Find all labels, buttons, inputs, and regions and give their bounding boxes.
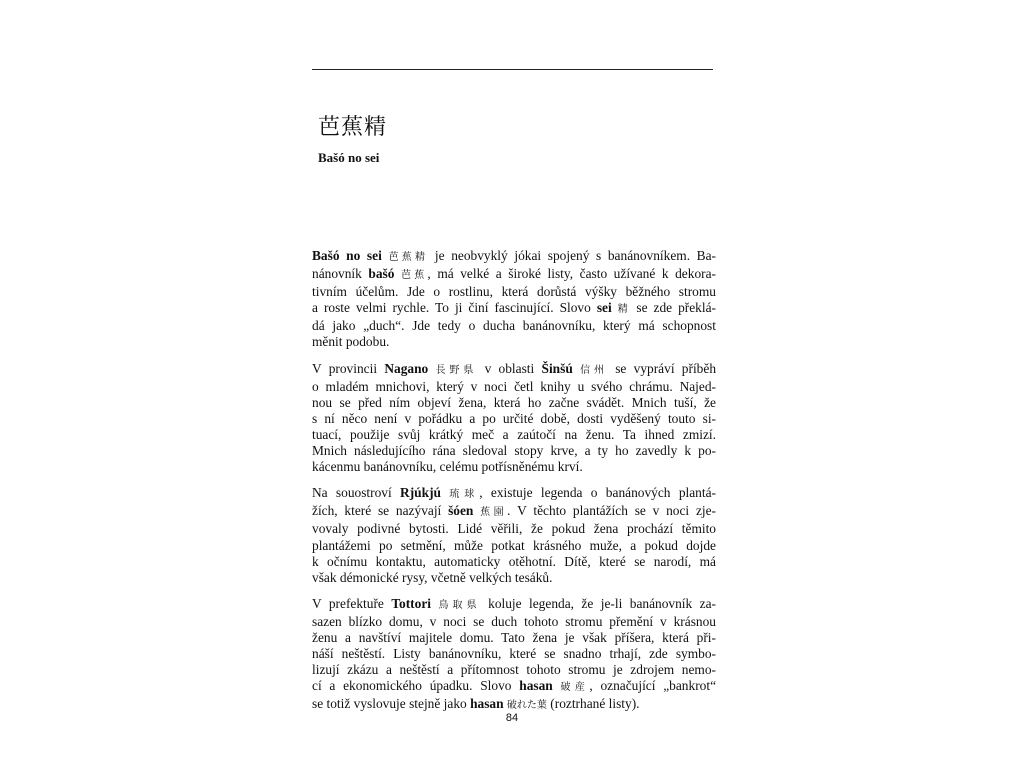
text-segment: se zde překlá-: [630, 300, 716, 316]
text-line: [312, 427, 716, 443]
kanji-term: 長野県: [435, 364, 478, 376]
paragraph: [312, 248, 716, 351]
text-segment: náší neštěstí. Listy banánovníku, které se snadno trhají, zde symbo-: [312, 646, 716, 662]
text-line: [312, 570, 716, 586]
top-rule: [312, 69, 713, 70]
text-segment: však démonické rysy, včetně velkých tesáků.: [312, 569, 553, 585]
text-segment: nánovník: [312, 266, 369, 282]
kanji-term: 精: [617, 304, 631, 316]
text-segment: se totiž vyslovuje stejně jako: [312, 696, 471, 712]
text-line: [312, 485, 716, 503]
kanji-term: 破産: [560, 682, 590, 694]
kanji-term: 破れた葉: [506, 700, 547, 712]
text-segment: k očnímu kontaktu, automaticky otěhotní. Dítě, které se narodí, má: [312, 553, 716, 569]
entry-body: [312, 248, 716, 724]
text-segment: tuací, použije svůj krátký meč a zaútočí na ženu. Ta ihned zmizí.: [312, 426, 716, 442]
bold-term: Bašó no sei: [312, 248, 382, 263]
entry-title-kanji: 芭蕉精: [318, 115, 388, 140]
bold-term: hasan: [470, 696, 504, 712]
text-line: [312, 284, 716, 300]
text-line: [312, 361, 716, 379]
kanji-term: 芭蕉: [401, 270, 428, 282]
text-segment: žích, které se nazývají: [312, 503, 449, 519]
bold-term: šóen: [448, 503, 474, 519]
text-segment: [573, 361, 580, 376]
bold-term: Šinšú: [541, 360, 573, 376]
bold-term: hasan: [519, 678, 553, 694]
text-line: [312, 538, 716, 554]
text-segment: nou se před ním objeví žena, která ho začne svádět. Mnich tuší, že: [312, 394, 716, 410]
text-line: [312, 614, 716, 630]
text-segment: , má velké a široké listy, často užívané k dekora-: [427, 266, 717, 282]
text-segment: sazen blízko domu, v noci se duch tohoto stromu přemění v krásnou: [312, 613, 716, 629]
page-number: 84: [505, 712, 519, 724]
text-segment: plantážemi po setmění, může potkat krásného muže, a pokud dojde: [312, 537, 716, 553]
text-line: [312, 678, 716, 696]
text-segment: Mnich následujícího rána sledoval stopy krve, a ty ho zavedly k po-: [312, 443, 716, 459]
text-segment: , existuje legenda o banánových plantá-: [479, 485, 716, 501]
text-segment: V provincii: [312, 360, 385, 376]
text-segment: lizují zkázu a neštěstí a přítomnost tohoto stromu je zdrojem nemo-: [312, 662, 716, 678]
paragraph: [312, 596, 716, 715]
text-segment: je neobvyklý jókai spojený s banánovníkem. Ba-: [428, 248, 717, 263]
text-segment: (roztrhané listy).: [546, 696, 640, 712]
text-line: [312, 443, 716, 459]
text-segment: [428, 361, 435, 376]
text-line: [312, 662, 716, 678]
text-segment: . V těchto plantážích se v noci zje-: [507, 503, 717, 519]
text-line: [312, 521, 716, 537]
text-line: [312, 596, 716, 614]
text-segment: v oblasti: [477, 360, 542, 376]
text-line: [312, 411, 716, 427]
kanji-term: 信州: [580, 364, 608, 376]
text-segment: V prefektuře: [312, 595, 392, 611]
text-line: [312, 379, 716, 395]
paragraph: [312, 361, 716, 476]
entry-title-romaji: Bašó no sei: [318, 150, 380, 165]
text-segment: cí a ekonomického úpadku. Slovo: [312, 678, 520, 694]
text-line: [312, 395, 716, 411]
bold-term: Rjúkjú: [400, 485, 441, 501]
kanji-term: 芭蕉精: [388, 252, 429, 263]
text-segment: , označující „bankrot“: [589, 678, 717, 694]
text-segment: měnit podobu.: [312, 334, 390, 350]
paragraph: [312, 485, 716, 586]
text-line: [312, 334, 716, 350]
text-segment: dá jako „duch“. Jde tedy o ducha banánovníku, který má schopnost: [312, 318, 716, 334]
text-segment: koluje legenda, že je-li banánovník za-: [480, 595, 716, 611]
text-line: [312, 630, 716, 646]
bold-term: Tottori: [391, 595, 431, 611]
text-segment: o mladém mnichovi, který v noci četl knihy u svého chrámu. Najed-: [312, 378, 716, 394]
text-line: [312, 318, 716, 334]
text-segment: se vypráví příběh: [607, 360, 717, 376]
text-segment: vovaly podivné bytosti. Lidé věřili, že pokud žena prochází těmito: [312, 521, 716, 537]
text-line: [312, 554, 716, 570]
text-line: [312, 503, 716, 521]
text-segment: ženu a navštíví majitele domu. Tato žena je však příšera, která při-: [312, 629, 716, 645]
text-line: [312, 266, 716, 284]
kanji-term: 蕉園: [480, 507, 508, 519]
text-line: [312, 459, 716, 475]
text-segment: s ní něco není v pořádku a po určité době, dosti vyděšený touto si-: [312, 410, 716, 426]
text-line: [312, 646, 716, 662]
kanji-term: 琉球: [449, 489, 480, 501]
text-line: [312, 248, 716, 266]
kanji-term: 鳥取県: [438, 599, 481, 611]
bold-term: sei: [596, 300, 612, 316]
text-segment: Na souostroví: [312, 485, 401, 501]
text-segment: kácenmu banánovníku, celému potřísněnému krví.: [312, 459, 583, 475]
text-segment: tivním účelům. Jde o rostlinu, která dorůstá výšky běžného stromu: [312, 284, 716, 300]
bold-term: Nagano: [384, 360, 429, 376]
text-line: [312, 300, 716, 318]
bold-term: bašó: [368, 266, 395, 282]
text-segment: a roste velmi rychle. To ji činí fascinující. Slovo: [312, 300, 597, 316]
text-segment: [553, 678, 561, 693]
